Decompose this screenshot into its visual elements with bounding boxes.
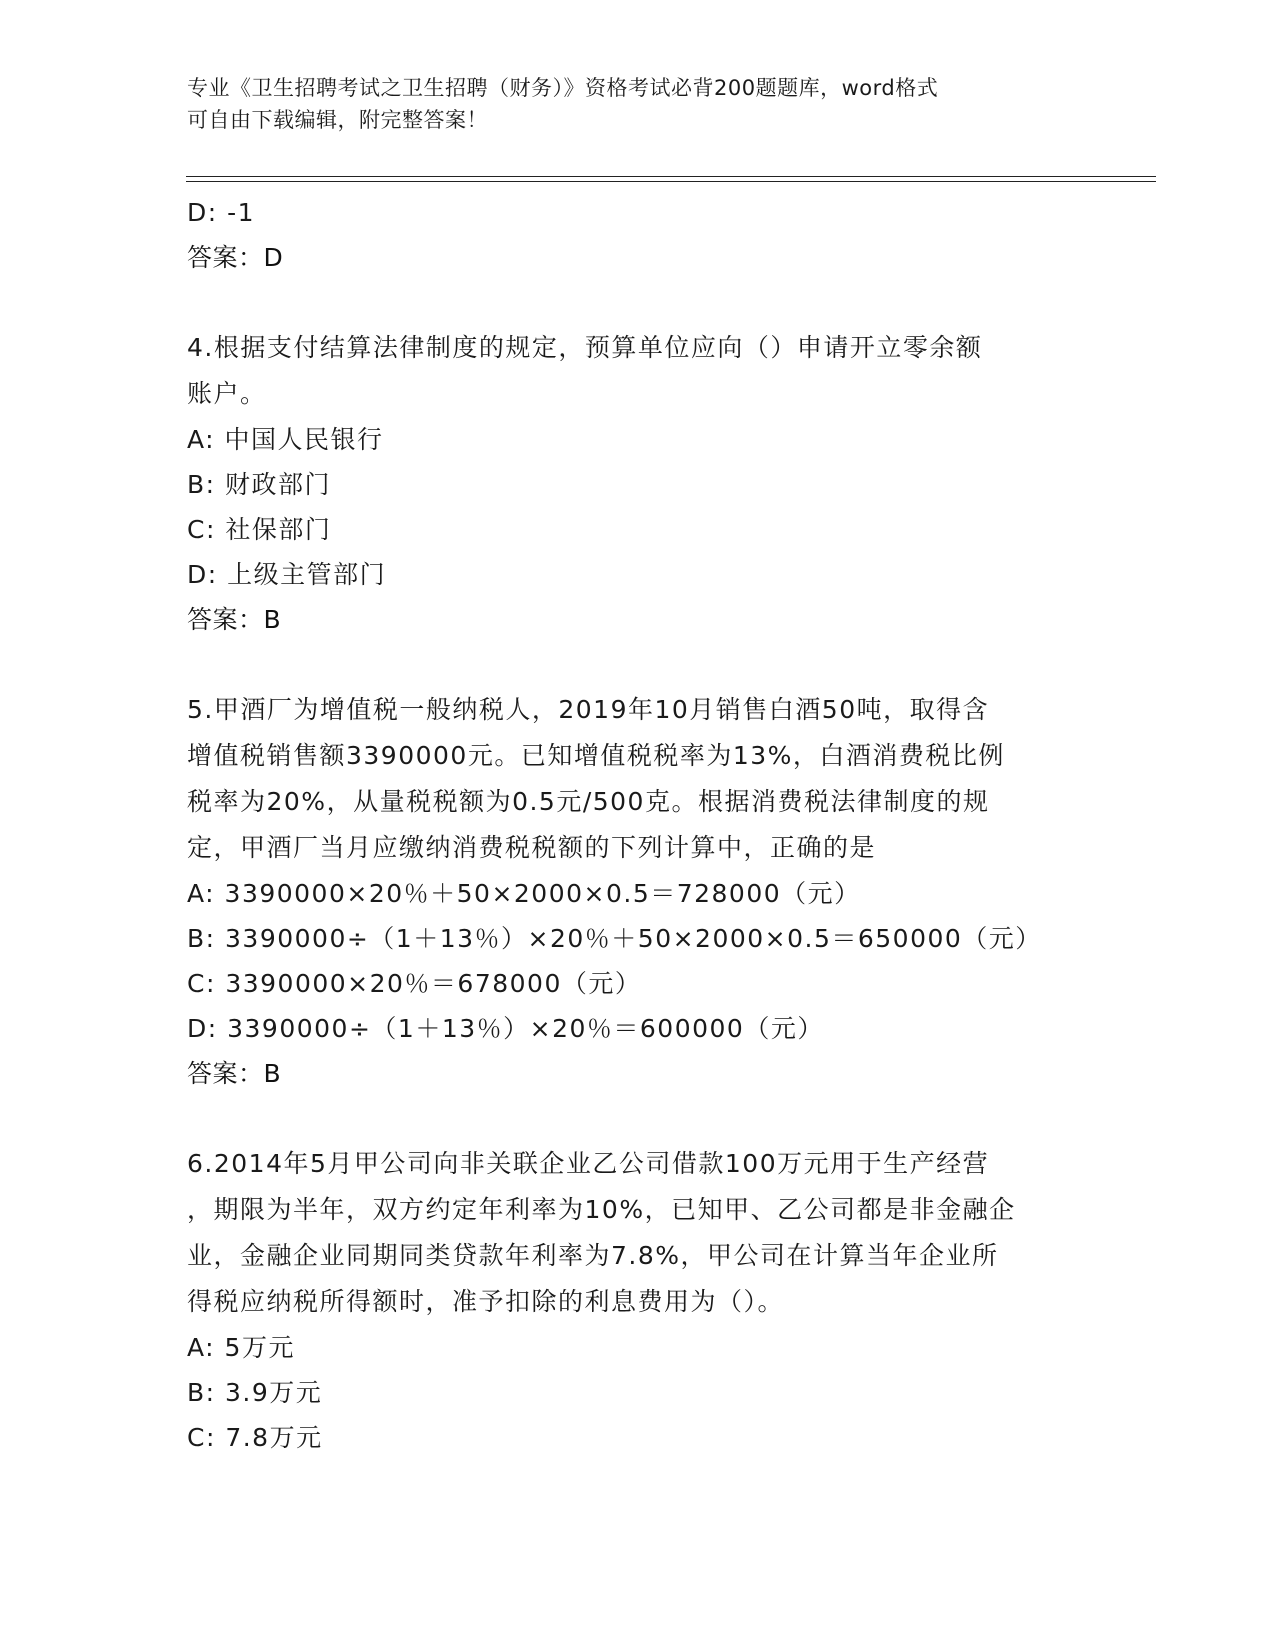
question-stem-line: 6.2014年5月甲公司向非关联企业乙公司借款100万元用于生产经营 [187, 1149, 990, 1178]
option-a: A: 中国人民银行 [187, 425, 384, 454]
question-6 [187, 1141, 1087, 1460]
document-body [187, 190, 1087, 1460]
option-b: B: 3390000÷（1＋13％）×20％＋50×2000×0.5＝650000（元） [187, 924, 1042, 953]
option-b: B: 3.9万元 [187, 1378, 323, 1407]
question-4 [187, 325, 1087, 643]
question-stem-line: 增值税销售额3390000元。已知增值税税率为13%，白酒消费税比例 [187, 741, 1005, 770]
option-c: C: 7.8万元 [187, 1423, 323, 1452]
document-header [187, 72, 1087, 136]
option-a: A: 3390000×20％＋50×2000×0.5＝728000（元） [187, 879, 861, 908]
answer: 答案：B [187, 605, 282, 634]
option-a: A: 5万元 [187, 1333, 295, 1362]
option-c: C: 社保部门 [187, 515, 332, 544]
question-stem-line: 税率为20%，从量税税额为0.5元/500克。根据消费税法律制度的规 [187, 787, 990, 816]
header-rule-bottom [186, 181, 1156, 182]
question-stem-line: 定，甲酒厂当月应缴纳消费税税额的下列计算中，正确的是 [187, 833, 877, 862]
option-b: B: 财政部门 [187, 470, 332, 499]
option-d: D: 上级主管部门 [187, 560, 387, 589]
header-rule-top [186, 176, 1156, 177]
option-d: D: 3390000÷（1＋13％）×20％＝600000（元） [187, 1014, 824, 1043]
option-c: C: 3390000×20％＝678000（元） [187, 969, 642, 998]
spacer [187, 281, 1087, 325]
answer: 答案：B [187, 1059, 282, 1088]
question-stem-line: 5.甲酒厂为增值税一般纳税人，2019年10月销售白酒50吨，取得含 [187, 695, 990, 724]
header-line-2: 可自由下载编辑，附完整答案！ [187, 108, 488, 132]
question-stem-line: 业，金融企业同期同类贷款年利率为7.8%，甲公司在计算当年企业所 [187, 1241, 999, 1270]
question-stem-line: 4.根据支付结算法律制度的规定，预算单位应向（）申请开立零余额 [187, 333, 983, 362]
question-stem-line: ，期限为半年，双方约定年利率为10%，已知甲、乙公司都是非金融企 [187, 1195, 1016, 1224]
header-line-1: 专业《卫生招聘考试之卫生招聘（财务）》资格考试必背200题题库，word格式 [187, 76, 939, 100]
option-d-prev: D: -1 [187, 198, 256, 227]
spacer [187, 643, 1087, 687]
question-stem-line: 账户。 [187, 379, 267, 408]
question-5 [187, 687, 1087, 1097]
question-stem-line: 得税应纳税所得额时，准予扣除的利息费用为（）。 [187, 1287, 785, 1316]
answer-prev: 答案：D [187, 243, 284, 272]
spacer [187, 1097, 1087, 1141]
